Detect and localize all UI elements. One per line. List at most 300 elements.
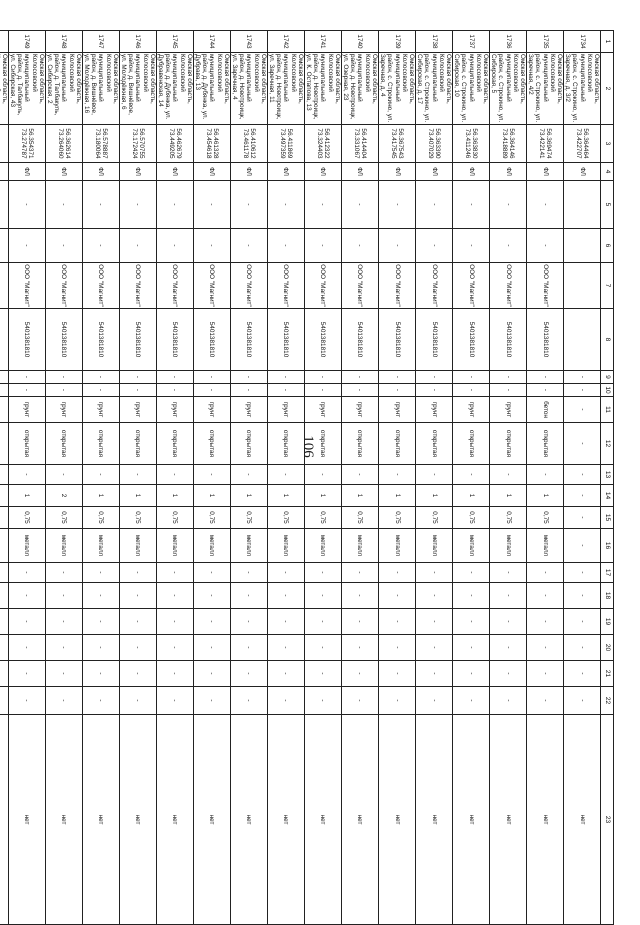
table-cell: нет — [526, 715, 563, 925]
column-header: 21 — [601, 661, 614, 687]
table-cell: - — [156, 371, 193, 384]
table-cell: - — [452, 687, 489, 715]
table-row — [45, 31, 82, 925]
table-cell: 1 — [193, 485, 230, 507]
table-cell: ООО "Магнит" — [45, 263, 82, 309]
table-cell: - — [341, 687, 378, 715]
table-cell: 1 — [8, 485, 45, 507]
table-cell: - — [230, 635, 267, 661]
table-cell: - — [267, 583, 304, 609]
table-cell: Омская область, Колосовский муниципальный район, с. Строкино, ул. Сибирская, д. 17 — [415, 53, 452, 125]
table-row — [341, 31, 378, 925]
table-cell: - — [563, 397, 600, 423]
table-cell: - — [45, 687, 82, 715]
table-cell: - — [304, 635, 341, 661]
page-number: 106 — [299, 435, 316, 458]
table-cell: - — [156, 609, 193, 635]
table-cell: открытая — [8, 423, 45, 465]
table-cell: ФЛ — [230, 163, 267, 181]
table-cell: нет — [82, 715, 119, 925]
table-cell — [0, 715, 8, 925]
table-cell: - — [452, 229, 489, 263]
table-cell: 1 — [415, 485, 452, 507]
table-cell: - — [526, 229, 563, 263]
table-cell: - — [119, 661, 156, 687]
table-cell: - — [526, 635, 563, 661]
table-cell: металл — [526, 529, 563, 563]
table-cell: - — [489, 635, 526, 661]
table-cell — [0, 384, 8, 397]
table-cell: - — [563, 635, 600, 661]
table-cell: - — [452, 384, 489, 397]
table-cell: ФЛ — [267, 163, 304, 181]
table-row — [489, 31, 526, 925]
column-header: 11 — [601, 397, 614, 423]
table-cell: 1744 — [193, 31, 230, 53]
table-cell: металл — [156, 529, 193, 563]
table-cell: - — [378, 609, 415, 635]
table-cell: - — [8, 661, 45, 687]
table-cell: открытая — [341, 423, 378, 465]
table-cell: - — [45, 661, 82, 687]
table-cell: - — [230, 563, 267, 583]
table-cell: 0,75 — [526, 507, 563, 529]
table-cell: 56.461328 73.454618 — [193, 125, 230, 163]
table-cell: грунт — [119, 397, 156, 423]
table-cell: - — [156, 181, 193, 229]
table-cell: - — [45, 229, 82, 263]
table-cell: Омская область, Колосовский муниципальный район, д. Дубянка, ул. Дубрава, 13 — [193, 53, 230, 125]
table-cell: открытая — [526, 423, 563, 465]
table-cell: - — [8, 465, 45, 485]
table-cell: 56.364464 73.422707 — [563, 125, 600, 163]
table-cell: 1 — [267, 485, 304, 507]
table-cell: 1742 — [267, 31, 304, 53]
table-cell: - — [526, 181, 563, 229]
table-cell — [563, 309, 600, 371]
table-cell: - — [415, 384, 452, 397]
table-cell: металл — [378, 529, 415, 563]
table-cell: - — [8, 229, 45, 263]
table-cell: грунт — [452, 397, 489, 423]
column-header: 18 — [601, 583, 614, 609]
table-cell: - — [193, 181, 230, 229]
table-cell — [0, 485, 8, 507]
table-cell: - — [267, 687, 304, 715]
table-cell: - — [82, 465, 119, 485]
table-cell: - — [563, 384, 600, 397]
table-cell: - — [415, 371, 452, 384]
table-cell: металл — [82, 529, 119, 563]
table-cell: 1 — [156, 485, 193, 507]
table-cell: - — [415, 687, 452, 715]
table-cell: - — [526, 465, 563, 485]
table-cell: ООО "Магнит" — [341, 263, 378, 309]
table-cell: - — [341, 609, 378, 635]
table-cell — [0, 229, 8, 263]
table-cell: - — [563, 563, 600, 583]
table-cell: ФЛ — [415, 163, 452, 181]
table-cell: 0,75 — [82, 507, 119, 529]
table-cell: 1 — [230, 485, 267, 507]
table-cell: - — [378, 181, 415, 229]
table-cell: - — [156, 465, 193, 485]
column-header: 1 — [601, 31, 614, 53]
table-cell: открытая — [119, 423, 156, 465]
table-cell: 56.363390 73.407029 — [415, 125, 452, 163]
table-cell: 0,75 — [415, 507, 452, 529]
table-cell: 5401381810 — [378, 309, 415, 371]
column-header: 13 — [601, 465, 614, 485]
table-cell: - — [526, 661, 563, 687]
table-cell: 56.363830 73.411246 — [452, 125, 489, 163]
table-cell: - — [563, 465, 600, 485]
table-cell: ФЛ — [193, 163, 230, 181]
table-cell: 1741 — [304, 31, 341, 53]
table-cell: - — [304, 465, 341, 485]
table-cell: ООО "Магнит" — [378, 263, 415, 309]
table-cell: 56.412322 73.324403 — [304, 125, 341, 163]
table-cell: - — [452, 465, 489, 485]
table-cell: 1743 — [230, 31, 267, 53]
table-cell: - — [193, 635, 230, 661]
table-cell: - — [230, 661, 267, 687]
table-cell: - — [341, 563, 378, 583]
table-cell: 5401381810 — [452, 309, 489, 371]
table-cell: ООО "Магнит" — [452, 263, 489, 309]
table-cell: - — [193, 583, 230, 609]
table-cell: 56.367543 73.417545 — [378, 125, 415, 163]
table-cell: - — [341, 635, 378, 661]
table-cell: Омская область, Колосовский муниципальный район, д. Вишнёвое, ул. Молодёжная, 6 — [119, 53, 156, 125]
rotated-table-container — [0, 30, 614, 904]
table-cell: - — [304, 687, 341, 715]
table-cell: открытая — [415, 423, 452, 465]
table-cell: 0,75 — [8, 507, 45, 529]
table-cell: - — [193, 609, 230, 635]
table-cell: - — [526, 563, 563, 583]
table-cell: грунт — [415, 397, 452, 423]
table-cell: нет — [378, 715, 415, 925]
table-cell: ФЛ — [526, 163, 563, 181]
table-cell: - — [304, 181, 341, 229]
column-header: 16 — [601, 529, 614, 563]
table-cell: металл — [119, 529, 156, 563]
table-cell: ФЛ — [8, 163, 45, 181]
table-cell — [563, 229, 600, 263]
table-cell: - — [489, 609, 526, 635]
table-cell — [0, 163, 8, 181]
table-cell: 1 — [119, 485, 156, 507]
table-cell: - — [119, 563, 156, 583]
table-cell: - — [119, 229, 156, 263]
table-cell: - — [304, 661, 341, 687]
table-cell: 0,75 — [452, 507, 489, 529]
table-cell: - — [341, 371, 378, 384]
table-cell: - — [267, 181, 304, 229]
table-row — [119, 31, 156, 925]
table-cell: - — [341, 229, 378, 263]
column-header: 3 — [601, 125, 614, 163]
table-cell: 0,75 — [489, 507, 526, 529]
table-cell: грунт — [156, 397, 193, 423]
table-cell: открытая — [193, 423, 230, 465]
table-cell: - — [45, 371, 82, 384]
table-cell: - — [452, 609, 489, 635]
table-cell: - — [267, 609, 304, 635]
table-cell: - — [378, 371, 415, 384]
table-cell: металл — [415, 529, 452, 563]
table-cell: - — [230, 181, 267, 229]
table-cell: грунт — [304, 397, 341, 423]
column-header: 19 — [601, 609, 614, 635]
table-cell: - — [8, 371, 45, 384]
table-cell: нет — [341, 715, 378, 925]
table-cell: 56.578887 73.180064 — [82, 125, 119, 163]
table-cell: открытая — [378, 423, 415, 465]
table-cell: 5401381810 — [304, 309, 341, 371]
table-row — [452, 31, 489, 925]
table-row — [0, 31, 8, 925]
table-cell: Омская область, Колосовский муниципальный район, д. Новотроицк, ул. Озерная, 23 — [341, 53, 378, 125]
table-cell: Омская область, Колосовский муниципальный район, с. Строкино, ул. Сибирская, 5 — [489, 53, 526, 125]
table-row — [230, 31, 267, 925]
table-row — [156, 31, 193, 925]
table-cell: 1 — [341, 485, 378, 507]
table-cell: - — [156, 635, 193, 661]
table-cell: - — [341, 465, 378, 485]
table-cell: - — [415, 465, 452, 485]
table-cell: - — [156, 583, 193, 609]
table-cell: - — [415, 181, 452, 229]
table-cell: - — [341, 583, 378, 609]
table-cell: открытая — [489, 423, 526, 465]
table-cell: ООО "Магнит" — [230, 263, 267, 309]
table-cell: 0,75 — [304, 507, 341, 529]
column-header: 5 — [601, 181, 614, 229]
table-cell: - — [82, 563, 119, 583]
table-cell — [0, 31, 8, 53]
column-header: 15 — [601, 507, 614, 529]
table-cell: - — [8, 181, 45, 229]
column-header: 22 — [601, 687, 614, 715]
table-cell: - — [563, 661, 600, 687]
table-cell: ООО "Магнит" — [193, 263, 230, 309]
table-cell: - — [415, 635, 452, 661]
table-cell: 1745 — [156, 31, 193, 53]
table-cell: - — [45, 635, 82, 661]
table-cell: нет — [304, 715, 341, 925]
table-cell: Омская область, Колосовский муниципальный район, д. Дубянка, ул. Дубравенская, 14 — [156, 53, 193, 125]
table-cell: ООО "Магнит" — [8, 263, 45, 309]
table-cell: - — [267, 371, 304, 384]
column-header: 14 — [601, 485, 614, 507]
table-cell: - — [45, 465, 82, 485]
table-cell: - — [267, 635, 304, 661]
table-cell: 0,75 — [156, 507, 193, 529]
table-cell: нет — [119, 715, 156, 925]
table-cell: Омская область, Колосовский муниципальный район, д. Вишнёвое, ул. Молодёжная, 16 — [82, 53, 119, 125]
table-cell: ФЛ — [378, 163, 415, 181]
table-cell: ООО "Магнит" — [119, 263, 156, 309]
table-cell: ФЛ — [341, 163, 378, 181]
table-cell — [0, 309, 8, 371]
table-cell: - — [230, 229, 267, 263]
table-cell: нет — [230, 715, 267, 925]
table-cell: - — [563, 687, 600, 715]
table-cell: - — [452, 181, 489, 229]
table-cell: грунт — [489, 397, 526, 423]
table-cell: - — [230, 609, 267, 635]
column-header: 4 — [601, 163, 614, 181]
table-cell: - — [378, 687, 415, 715]
table-cell: - — [489, 465, 526, 485]
column-header: 23 — [601, 715, 614, 925]
table-cell: - — [156, 661, 193, 687]
table-cell: - — [415, 563, 452, 583]
table-cell: металл — [45, 529, 82, 563]
table-cell: - — [341, 661, 378, 687]
table-cell: - — [489, 229, 526, 263]
table-cell: - — [193, 661, 230, 687]
table-cell: - — [230, 371, 267, 384]
column-header: 20 — [601, 635, 614, 661]
table-cell: 56.411869 73.497359 — [267, 125, 304, 163]
table-cell: 1 — [489, 485, 526, 507]
table-row — [415, 31, 452, 925]
table-cell: - — [230, 384, 267, 397]
table-cell: - — [378, 583, 415, 609]
table-row — [82, 31, 119, 925]
table-cell: 5401381810 — [156, 309, 193, 371]
table-cell: 1748 — [45, 31, 82, 53]
table-cell: 1 — [452, 485, 489, 507]
table-cell: 0,75 — [378, 507, 415, 529]
table-cell: ФЛ — [563, 163, 600, 181]
table-cell: металл — [341, 529, 378, 563]
table-cell: - — [193, 563, 230, 583]
table-cell — [563, 181, 600, 229]
table-cell: грунт — [193, 397, 230, 423]
table-cell: - — [563, 485, 600, 507]
table-cell: 0,75 — [267, 507, 304, 529]
column-number-header-row — [601, 31, 614, 925]
table-cell: - — [193, 687, 230, 715]
table-cell: - — [8, 687, 45, 715]
table-cell: - — [304, 583, 341, 609]
registry-table — [0, 30, 614, 925]
column-header: 8 — [601, 309, 614, 371]
table-cell: 1735 — [526, 31, 563, 53]
table-cell — [0, 263, 8, 309]
table-cell: - — [119, 583, 156, 609]
table-cell — [0, 423, 8, 465]
table-cell: - — [45, 583, 82, 609]
table-cell: 5401381810 — [119, 309, 156, 371]
table-cell: грунт — [341, 397, 378, 423]
table-cell: металл — [452, 529, 489, 563]
table-cell: - — [415, 583, 452, 609]
table-cell: 5401381810 — [82, 309, 119, 371]
table-cell: грунт — [82, 397, 119, 423]
table-cell: ООО "Магнит" — [156, 263, 193, 309]
table-cell: 5401381810 — [8, 309, 45, 371]
table-cell: - — [304, 371, 341, 384]
table-cell: - — [267, 229, 304, 263]
table-cell: - — [8, 384, 45, 397]
table-cell: - — [489, 384, 526, 397]
table-cell: открытая — [230, 423, 267, 465]
table-cell — [0, 397, 8, 423]
table-cell: 0,75 — [230, 507, 267, 529]
table-cell: 1734 — [563, 31, 600, 53]
table-cell: - — [8, 563, 45, 583]
table-cell: Омская область, Колосовский муниципальный район, с. Строкино, ул. Заречная, д. 4 — [378, 53, 415, 125]
table-cell: - — [156, 229, 193, 263]
table-cell — [0, 125, 8, 163]
table-cell: - — [452, 563, 489, 583]
table-cell: - — [378, 229, 415, 263]
table-cell — [0, 583, 8, 609]
table-cell: - — [82, 661, 119, 687]
table-cell: - — [489, 371, 526, 384]
table-cell: - — [267, 384, 304, 397]
table-cell: - — [304, 563, 341, 583]
table-cell: ФЛ — [45, 163, 82, 181]
table-cell: открытая — [82, 423, 119, 465]
table-cell: 56.354371 73.274787 — [8, 125, 45, 163]
table-cell: - — [415, 609, 452, 635]
table-cell: - — [378, 661, 415, 687]
table-cell: 0,75 — [341, 507, 378, 529]
table-cell: ООО "Магнит" — [82, 263, 119, 309]
column-header: 7 — [601, 263, 614, 309]
table-cell: Омская область, Колосовский муниципальный район, д. Новотроицк, ул. Заречная, 11 — [267, 53, 304, 125]
table-cell: нет — [45, 715, 82, 925]
table-cell: - — [119, 465, 156, 485]
table-row — [267, 31, 304, 925]
table-cell: 5401381810 — [230, 309, 267, 371]
table-cell: 1 — [526, 485, 563, 507]
table-cell: - — [45, 609, 82, 635]
table-cell: - — [378, 563, 415, 583]
table-cell: Омская область, Колосовский муниципальный район, д. Талбакуль, ул. Сибирская, 2 — [45, 53, 82, 125]
table-cell: - — [45, 181, 82, 229]
table-cell: 56.410612 73.461178 — [230, 125, 267, 163]
table-cell: 56.369474 73.422141 — [526, 125, 563, 163]
table-cell: - — [378, 384, 415, 397]
table-cell: - — [526, 371, 563, 384]
table-cell: ООО "Магнит" — [415, 263, 452, 309]
table-cell: - — [489, 661, 526, 687]
table-row — [304, 31, 341, 925]
table-cell: - — [378, 465, 415, 485]
table-cell: - — [82, 609, 119, 635]
table-cell: 2 — [45, 485, 82, 507]
table-cell: 5401381810 — [45, 309, 82, 371]
table-cell: 56.362614 73.264060 — [45, 125, 82, 163]
table-cell: 1 — [82, 485, 119, 507]
table-cell: 1740 — [341, 31, 378, 53]
table-cell: 5401381810 — [267, 309, 304, 371]
table-cell: ООО "Магнит" — [304, 263, 341, 309]
table-cell: 0,75 — [193, 507, 230, 529]
table-cell: 56.414404 73.331067 — [341, 125, 378, 163]
table-cell: 5401381810 — [489, 309, 526, 371]
table-cell: 0,75 — [119, 507, 156, 529]
table-cell: - — [156, 563, 193, 583]
table-cell: ООО "Магнит" — [267, 263, 304, 309]
